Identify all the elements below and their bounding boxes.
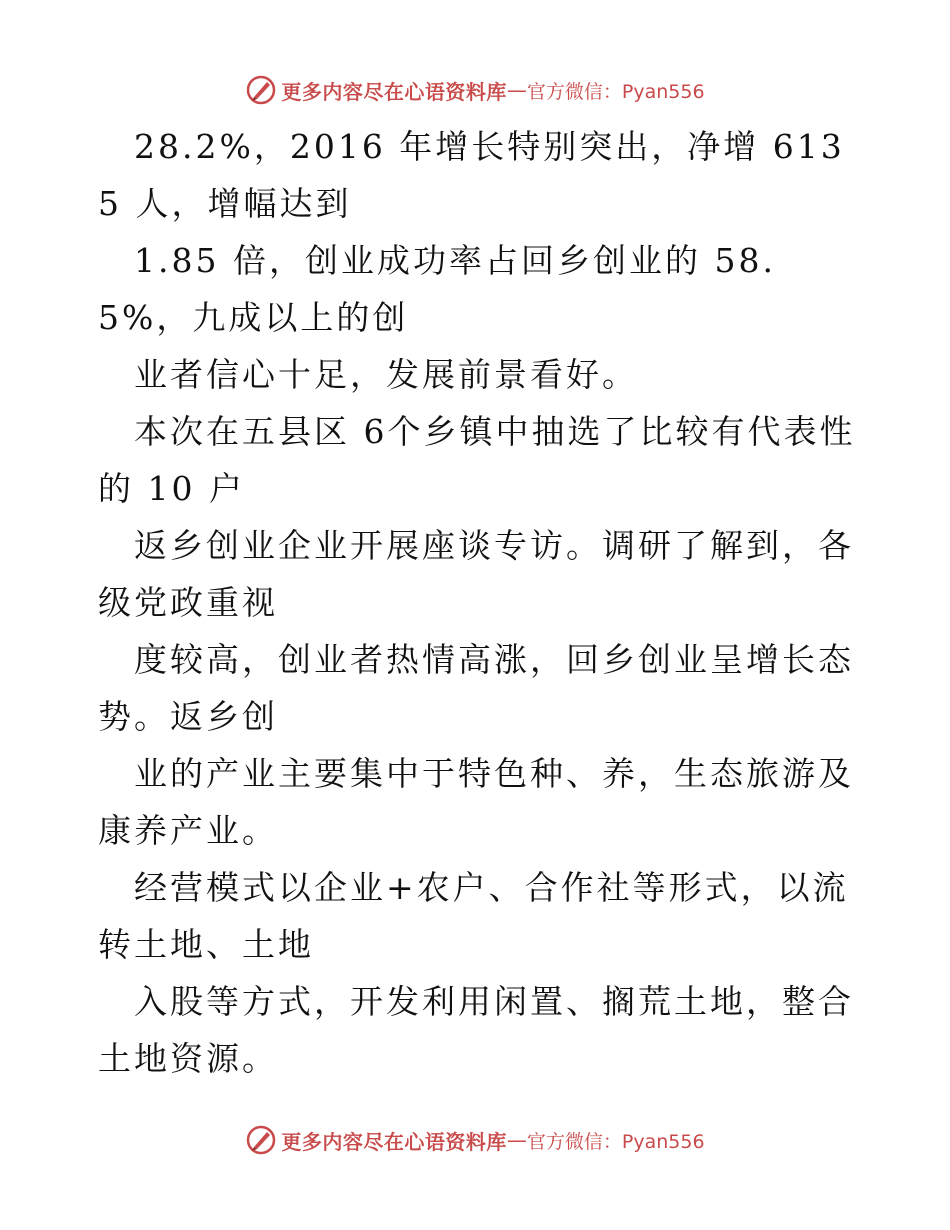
paragraph: 业的产业主要集中于特色种、养，生态旅游及康养产业。 <box>98 754 854 850</box>
paragraph: 本次在五县区 6个乡镇中抽选了比较有代表性的 10 户 <box>98 412 856 508</box>
paragraph: 业者信心十足，发展前景看好。 <box>134 355 638 394</box>
paragraph: 经营模式以企业+农户、合作社等形式，以流转土地、土地 <box>98 868 849 964</box>
banner-main-text: 更多内容尽在心语资料库 <box>281 1129 507 1154</box>
paragraph: 28.2%，2016 年增长特别突出，净增 6135 人，增幅达到 <box>98 127 845 223</box>
paragraph: 1.85 倍，创业成功率占回乡创业的 58.5%，九成以上的创 <box>98 241 776 337</box>
paragraph: 度较高，创业者热情高涨，回乡创业呈增长态势。返乡创 <box>98 640 854 736</box>
document-body <box>98 118 858 1087</box>
header-banner <box>0 70 950 110</box>
quill-pen-logo-icon <box>245 74 277 106</box>
banner-separator: — <box>506 78 527 102</box>
banner-wechat-text: 官方微信：Pyan556 <box>526 80 705 103</box>
banner-main-text: 更多内容尽在心语资料库 <box>281 79 507 104</box>
banner-separator: — <box>506 1128 527 1152</box>
quill-pen-logo-icon <box>245 1124 277 1156</box>
banner-wechat-text: 官方微信：Pyan556 <box>526 1130 705 1153</box>
paragraph: 入股等方式，开发利用闲置、搁荒土地，整合土地资源。 <box>98 982 854 1078</box>
paragraph: 返乡创业企业开展座谈专访。调研了解到，各级党政重视 <box>98 526 854 622</box>
footer-banner <box>0 1120 950 1160</box>
